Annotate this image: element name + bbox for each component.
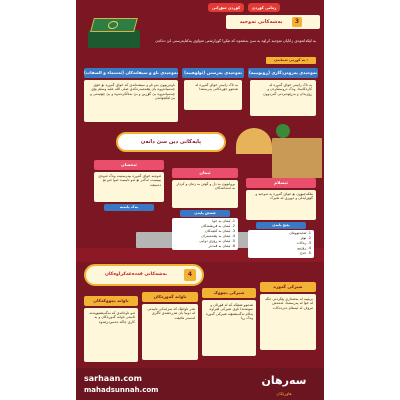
tawhid-type-text: بە تاک زانینی خوای گەورە لە کارەکانیدا، وەک دروستکردن و ڕۆزیدان و بەڕێوەبردنی گەردوون: [263, 83, 312, 96]
tawhid-type-title: تەوحیدی ناو و سیفاتەکان (ئەسماء و الصفات): [84, 68, 178, 78]
pillar-list-item: 1. ئیمان بە خوا: [212, 219, 235, 223]
pillar-text: ملکەچبوون بۆ خوای گەورە بە تەوحید و گوێڕایەڵی و دووری لە شیرک: [255, 192, 313, 201]
tawhid-type-text: بە تاک زانینی خوای گەورە لە هەموو جۆرەکانی پەرستندا: [195, 83, 238, 92]
brand-subtitle: هاوڕێکان: [276, 391, 292, 396]
pillar-list-item: 2. نوێژ: [300, 236, 311, 240]
pillar-list-item: 2. ئیمان بە فریشتەکان: [200, 224, 235, 228]
forbidden-text: ئەو تاوانانەی کە نەگەیشتوونەتە ئاستی تاوانە گەورەکان و بە کاری چاکە دەسڕدرێنەوە: [89, 311, 135, 324]
forbidden-title: شیرکی بچووک: [202, 288, 256, 298]
tab-kurdish-dialect[interactable]: زمانی کوردی: [248, 3, 280, 12]
infographic-poster: [76, 0, 324, 400]
footer: [76, 368, 324, 400]
forbidden-text: هەر تاوانێک کە سزایەکی تایبەتی لە دونیا یان هەڕەشەی ئاگری لەسەر هاتبێت: [147, 307, 195, 320]
section4-number-badge: 4: [184, 269, 196, 281]
pillar-list: [248, 230, 314, 258]
forbidden-title: تاوانە گەورەکان: [142, 292, 198, 302]
tawhid-type-title: تەوحیدی پەروەردگاری (ڕوبوبییە): [248, 68, 318, 78]
footer-website-link[interactable]: sarhaan.com: [84, 374, 142, 383]
pillar-list-item: 5. حەج: [299, 251, 311, 255]
pillar-list-item: 3. زەکات: [296, 241, 311, 245]
forbidden-title: تاوانە بچووکەکان: [84, 296, 138, 306]
forbidden-text: هەموو شتێکە کە لە قورئان و سوننەتدا ناوی شیرکی لێنراوە بەڵام نەگەیشتۆتە شیرکی گەورە وەک ڕیا: [205, 303, 253, 321]
pillar-list: [172, 218, 238, 250]
pillar-list-title: پێنج پایەن: [256, 222, 306, 229]
pillar-list-item: 1. شایەتوومان: [289, 231, 311, 235]
tab-kurdish-language[interactable]: کوردی سۆرانی: [208, 3, 244, 12]
pillar-list-title: یەک پایەیە: [104, 204, 154, 211]
section3-banner: [226, 15, 320, 29]
pillar-title: ئیمان: [172, 168, 238, 178]
section4-title: بەشەکانی قەدەغەکراوەکان: [105, 272, 167, 277]
forbidden-text: بریتییە لە بەشداری پێکردنی جگە لە خوا لە پەرستندا، ئەمەش مرۆڤ لە ئیسلام دەردەکات: [265, 297, 313, 310]
pillar-list-item: 3. ئیمان بە کتێبەکان: [204, 229, 235, 233]
pillar-title: ئیسلام: [246, 178, 316, 188]
pillars-title: پایەکانی دین سێ دانەن: [140, 139, 202, 145]
pillar-list-item: 6. ئیمان بە قەدەر: [208, 244, 235, 248]
building-decoration: [272, 138, 322, 178]
pillar-list-item: 4. ڕۆژوو: [297, 246, 311, 250]
section4-banner: [84, 264, 204, 286]
footer-website-link[interactable]: mahadsunnah.com: [84, 386, 159, 394]
forbidden-title: شیرکی گەورە: [260, 282, 316, 292]
section3-intro: بە لێکدانەوەی زانایان تەوحید کراوە بە سێ بەشەوە کە تێکڕا گوزارشتی تەواوی یەکتاپەرستی لێ دەکەن: [155, 39, 316, 43]
pillar-list-item: 5. ئیمان بە ڕۆژی دوایی: [199, 239, 235, 243]
pillar-title: ئیحسان: [94, 160, 164, 170]
section3-title: بەشەکانی تەوحید: [239, 19, 283, 25]
pillar-text: ئەوەیە خوای گەورە بپەرستیت وەک ئەوەی بیبینیت، ئەگەر تۆ ئەو نابینیت ئەوا ئەو تۆ دەبینێت: [98, 174, 161, 187]
palm-tree-icon: [276, 124, 290, 138]
mosque-dome-icon: [236, 128, 272, 154]
tawhid-type-text: باوەڕبوون بەو ناو و سیفەتانەی کە خوای گەورە بۆ خۆی چەسپاندووە یان پێغەمبەرەکەی صلی الله علیه وسلم بۆی چەسپاندووە بێ گۆڕین و بێ بەتاڵکردنەوە و بێ چۆنیەتی و بێ لێکچواندن: [90, 83, 175, 101]
section3-subtitle: بە کورتی ئەمانەن :: [266, 57, 316, 64]
section3-number-badge: 3: [292, 17, 302, 27]
pillar-list-title: شەش پایەن: [180, 210, 230, 217]
pillar-list-item: 4. ئیمان بە پێغەمبەران: [201, 234, 235, 238]
brand-logo: سەرهان: [261, 374, 307, 387]
tawhid-type-title: تەوحیدی پەرستن (ئولوهییە): [182, 68, 244, 78]
pillars-banner: [116, 132, 226, 152]
pillar-text: بڕوابوون بە دڵ و گوتن بە زمان و کردار بە ئەندامەکان: [176, 182, 235, 191]
